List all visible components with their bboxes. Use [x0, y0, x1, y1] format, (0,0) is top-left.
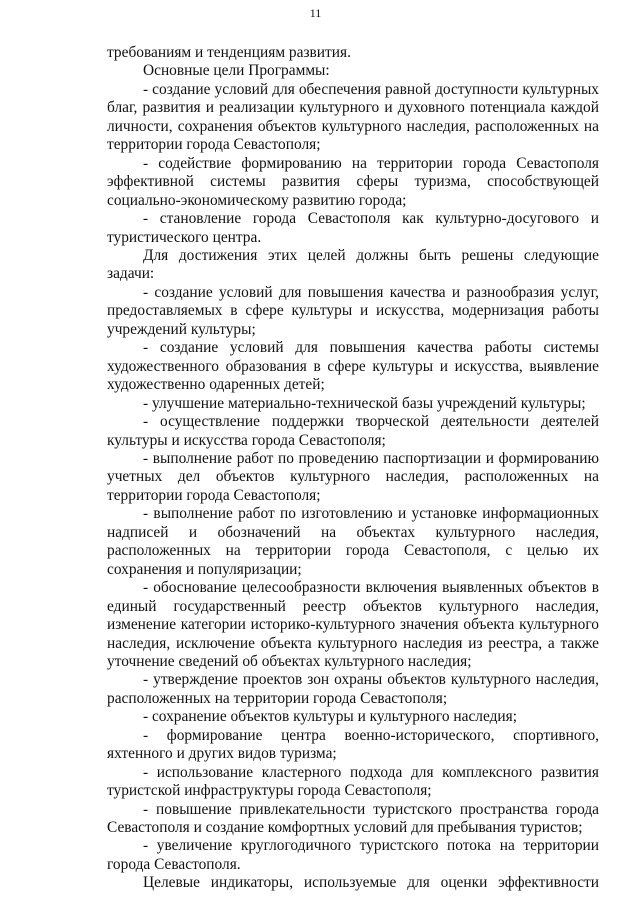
paragraph-task-6: - выполнение работ по изготовлению и установке информационных надписей и обозначений на объектах культурного наследия, расположенных на территории города Севастополя, с целью их сохранения и популяризации; [107, 505, 599, 578]
paragraph-task-11: - использование кластерного подхода для комплексного развития туристской инфраструктуры города Севастополя; [107, 763, 599, 800]
paragraph-task-1: - создание условий для повышения качества и разнообразия услуг, предоставляемых в сфере культуры и искусства, модернизация работы учреждений культуры; [107, 283, 599, 338]
paragraph-tasks-heading: Для достижения этих целей должны быть решены следующие задачи: [107, 246, 599, 283]
paragraph-task-2: - создание условий для повышения качества работы системы художественного образования в сфере культуры и искусства, выявление художественно одаренных детей; [107, 339, 599, 394]
paragraph-goal-1: - создание условий для обеспечения равной доступности культурных благ, развития и реализации культурного и духовного потенциала каждой личности, сохранения объектов культурного наследия, расположенных на территории города Севастополя; [107, 80, 599, 154]
paragraph-task-12: - повышение привлекательности туристского пространства города Севастополя и создание комфортных условий для пребывания туристов; [107, 800, 599, 837]
paragraph-goal-2: - содействие формированию на территории города Севастополя эффективной системы развития сферы туризма, способствующей социально-экономическому развитию города; [107, 154, 599, 209]
page-number: 11 [309, 6, 322, 20]
paragraph-task-5: - выполнение работ по проведению паспортизации и формированию учетных дел объектов культурного наследия, расположенных на территории города Севастополя; [107, 449, 599, 504]
document-body [107, 44, 599, 893]
paragraph-continuation: требованиям и тенденциям развития. [107, 44, 351, 61]
paragraph-task-10: - формирование центра военно-исторического, спортивного, яхтенного и других видов туризма; [107, 726, 599, 763]
paragraph-goal-3: - становление города Севастополя как культурно-досугового и туристического центра. [107, 210, 599, 246]
paragraph-task-8: - утверждение проектов зон охраны объектов культурного наследия, расположенных на территории города Севастополя; [107, 671, 599, 707]
paragraph-task-13: - увеличение круглогодичного туристского потока на территории города Севастополя. [107, 837, 599, 873]
paragraph-task-3: - улучшение материально-технической базы учреждений культуры; [143, 394, 586, 412]
paragraph-task-4: - осуществление поддержки творческой деятельности деятелей культуры и искусства города Севастополя; [107, 413, 599, 449]
paragraph-goals-heading: Основные цели Программы: [143, 62, 330, 80]
paragraph-task-7: - обоснование целесообразности включения выявленных объектов в единый государственный реестр объектов культурного наследия, изменение категории историко-культурного значения объекта культурного наследия, исключение объекта культурного наследия из реестра, а также уточнение сведений об объектах культурного наследия; [107, 579, 599, 670]
paragraph-indicators: Целевые индикаторы, используемые для оценки эффективности [143, 874, 599, 892]
paragraph-task-9: - сохранение объектов культуры и культурного наследия; [143, 708, 518, 726]
